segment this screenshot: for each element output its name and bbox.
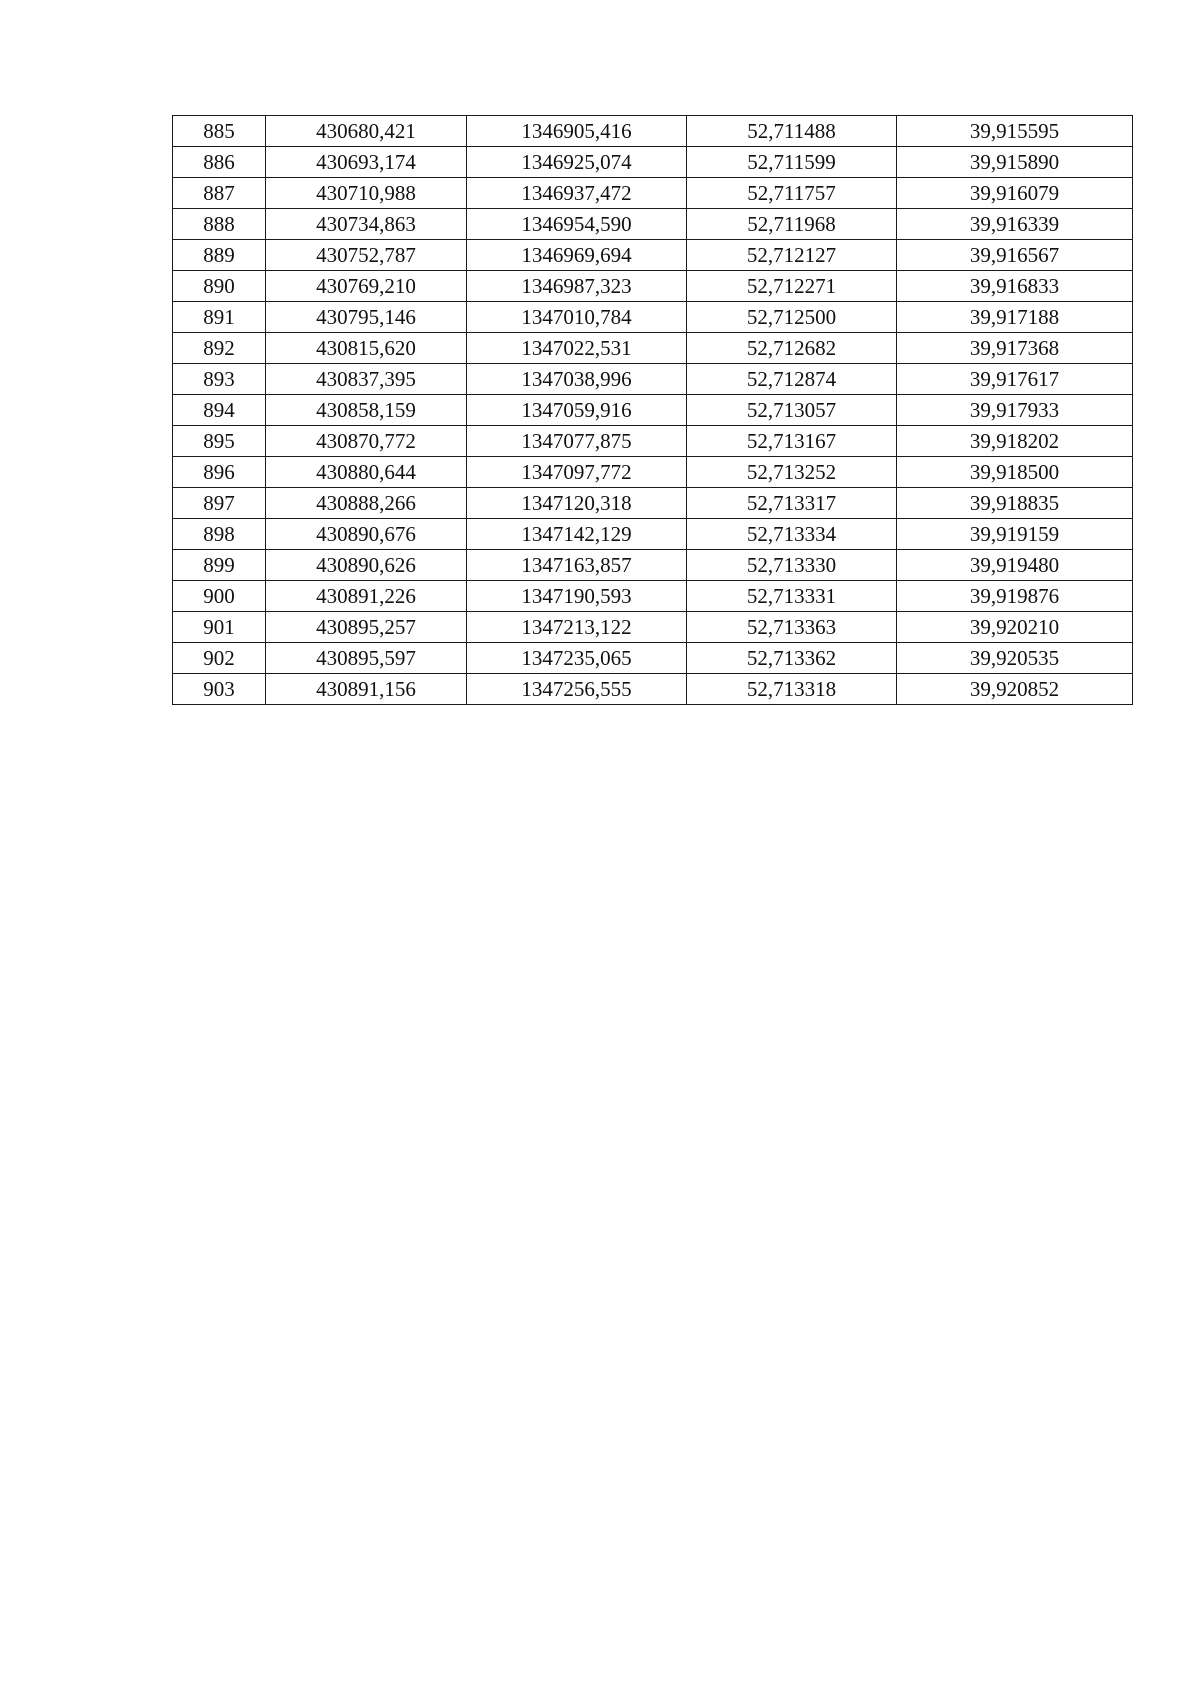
latitude-cell: 52,713330 — [687, 550, 897, 581]
latitude-cell: 52,713363 — [687, 612, 897, 643]
table-row — [173, 147, 1133, 178]
x-coordinate-cell: 430795,146 — [266, 302, 467, 333]
x-coordinate-cell: 430891,156 — [266, 674, 467, 705]
longitude-cell: 39,916567 — [897, 240, 1133, 271]
x-coordinate-cell: 430891,226 — [266, 581, 467, 612]
table-row — [173, 550, 1133, 581]
x-coordinate-cell: 430815,620 — [266, 333, 467, 364]
longitude-cell: 39,920535 — [897, 643, 1133, 674]
point-number-cell: 902 — [173, 643, 266, 674]
point-number-cell: 892 — [173, 333, 266, 364]
point-number-cell: 890 — [173, 271, 266, 302]
y-coordinate-cell: 1346925,074 — [467, 147, 687, 178]
y-coordinate-cell: 1347142,129 — [467, 519, 687, 550]
longitude-cell: 39,919480 — [897, 550, 1133, 581]
table-row — [173, 116, 1133, 147]
table-row — [173, 519, 1133, 550]
latitude-cell: 52,713331 — [687, 581, 897, 612]
point-number-cell: 895 — [173, 426, 266, 457]
table-row — [173, 395, 1133, 426]
table-row — [173, 302, 1133, 333]
longitude-cell: 39,915890 — [897, 147, 1133, 178]
longitude-cell: 39,919159 — [897, 519, 1133, 550]
x-coordinate-cell: 430895,257 — [266, 612, 467, 643]
longitude-cell: 39,918835 — [897, 488, 1133, 519]
latitude-cell: 52,712271 — [687, 271, 897, 302]
x-coordinate-cell: 430680,421 — [266, 116, 467, 147]
longitude-cell: 39,916833 — [897, 271, 1133, 302]
longitude-cell: 39,917188 — [897, 302, 1133, 333]
point-number-cell: 899 — [173, 550, 266, 581]
table-row — [173, 271, 1133, 302]
coordinates-table — [172, 115, 1133, 705]
y-coordinate-cell: 1347022,531 — [467, 333, 687, 364]
table-row — [173, 209, 1133, 240]
table-row — [173, 674, 1133, 705]
longitude-cell: 39,920852 — [897, 674, 1133, 705]
x-coordinate-cell: 430890,626 — [266, 550, 467, 581]
longitude-cell: 39,917933 — [897, 395, 1133, 426]
point-number-cell: 898 — [173, 519, 266, 550]
point-number-cell: 901 — [173, 612, 266, 643]
longitude-cell: 39,916339 — [897, 209, 1133, 240]
x-coordinate-cell: 430890,676 — [266, 519, 467, 550]
table-row — [173, 426, 1133, 457]
point-number-cell: 885 — [173, 116, 266, 147]
x-coordinate-cell: 430880,644 — [266, 457, 467, 488]
x-coordinate-cell: 430734,863 — [266, 209, 467, 240]
point-number-cell: 889 — [173, 240, 266, 271]
longitude-cell: 39,920210 — [897, 612, 1133, 643]
x-coordinate-cell: 430710,988 — [266, 178, 467, 209]
latitude-cell: 52,713057 — [687, 395, 897, 426]
x-coordinate-cell: 430837,395 — [266, 364, 467, 395]
point-number-cell: 887 — [173, 178, 266, 209]
y-coordinate-cell: 1347097,772 — [467, 457, 687, 488]
point-number-cell: 891 — [173, 302, 266, 333]
y-coordinate-cell: 1346969,694 — [467, 240, 687, 271]
y-coordinate-cell: 1347213,122 — [467, 612, 687, 643]
point-number-cell: 893 — [173, 364, 266, 395]
table-row — [173, 457, 1133, 488]
y-coordinate-cell: 1347038,996 — [467, 364, 687, 395]
latitude-cell: 52,713252 — [687, 457, 897, 488]
latitude-cell: 52,712682 — [687, 333, 897, 364]
point-number-cell: 903 — [173, 674, 266, 705]
latitude-cell: 52,712127 — [687, 240, 897, 271]
x-coordinate-cell: 430895,597 — [266, 643, 467, 674]
longitude-cell: 39,917617 — [897, 364, 1133, 395]
x-coordinate-cell: 430888,266 — [266, 488, 467, 519]
point-number-cell: 894 — [173, 395, 266, 426]
latitude-cell: 52,711968 — [687, 209, 897, 240]
longitude-cell: 39,918500 — [897, 457, 1133, 488]
latitude-cell: 52,711488 — [687, 116, 897, 147]
point-number-cell: 900 — [173, 581, 266, 612]
x-coordinate-cell: 430769,210 — [266, 271, 467, 302]
longitude-cell: 39,915595 — [897, 116, 1133, 147]
latitude-cell: 52,712500 — [687, 302, 897, 333]
latitude-cell: 52,713362 — [687, 643, 897, 674]
longitude-cell: 39,917368 — [897, 333, 1133, 364]
x-coordinate-cell: 430693,174 — [266, 147, 467, 178]
table-row — [173, 643, 1133, 674]
y-coordinate-cell: 1346954,590 — [467, 209, 687, 240]
table-row — [173, 333, 1133, 364]
x-coordinate-cell: 430858,159 — [266, 395, 467, 426]
point-number-cell: 888 — [173, 209, 266, 240]
table-row — [173, 612, 1133, 643]
y-coordinate-cell: 1347077,875 — [467, 426, 687, 457]
longitude-cell: 39,918202 — [897, 426, 1133, 457]
y-coordinate-cell: 1347163,857 — [467, 550, 687, 581]
y-coordinate-cell: 1346937,472 — [467, 178, 687, 209]
y-coordinate-cell: 1347190,593 — [467, 581, 687, 612]
y-coordinate-cell: 1347059,916 — [467, 395, 687, 426]
point-number-cell: 897 — [173, 488, 266, 519]
y-coordinate-cell: 1346987,323 — [467, 271, 687, 302]
table-row — [173, 581, 1133, 612]
point-number-cell: 886 — [173, 147, 266, 178]
latitude-cell: 52,713334 — [687, 519, 897, 550]
latitude-cell: 52,713317 — [687, 488, 897, 519]
longitude-cell: 39,916079 — [897, 178, 1133, 209]
x-coordinate-cell: 430752,787 — [266, 240, 467, 271]
latitude-cell: 52,713167 — [687, 426, 897, 457]
latitude-cell: 52,712874 — [687, 364, 897, 395]
latitude-cell: 52,711757 — [687, 178, 897, 209]
table-row — [173, 178, 1133, 209]
table-row — [173, 364, 1133, 395]
table-row — [173, 240, 1133, 271]
longitude-cell: 39,919876 — [897, 581, 1133, 612]
coordinates-table-body — [173, 116, 1133, 705]
y-coordinate-cell: 1347010,784 — [467, 302, 687, 333]
point-number-cell: 896 — [173, 457, 266, 488]
latitude-cell: 52,713318 — [687, 674, 897, 705]
y-coordinate-cell: 1347256,555 — [467, 674, 687, 705]
table-row — [173, 488, 1133, 519]
latitude-cell: 52,711599 — [687, 147, 897, 178]
y-coordinate-cell: 1347120,318 — [467, 488, 687, 519]
y-coordinate-cell: 1346905,416 — [467, 116, 687, 147]
x-coordinate-cell: 430870,772 — [266, 426, 467, 457]
y-coordinate-cell: 1347235,065 — [467, 643, 687, 674]
